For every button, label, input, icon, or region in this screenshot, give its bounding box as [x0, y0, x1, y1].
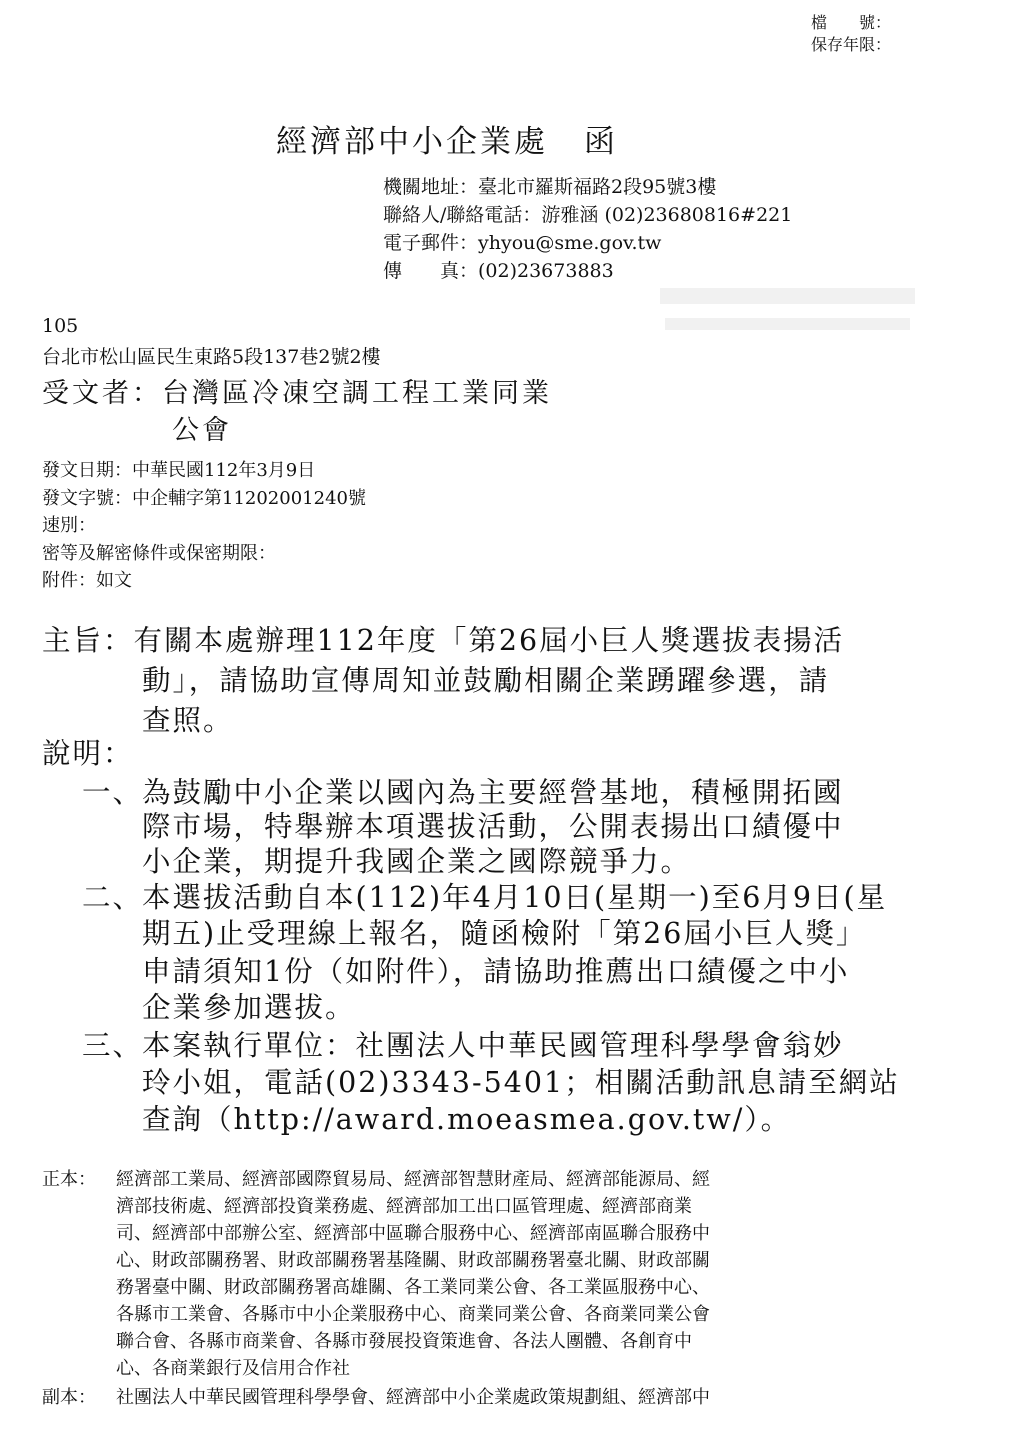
main-recipients-line: 聯合會、各縣市商業會、各縣市發展投資策進會、各法人團體、各創育中	[116, 1331, 692, 1352]
explanation-item-line: 玲小姐，電話(02)3343-5401；相關活動訊息請至網站	[142, 1066, 900, 1099]
main-recipients-line: 各縣市工業會、各縣市中小企業服務中心、商業同業公會、各商業同業公會	[116, 1304, 710, 1325]
explanation-item-line: 期五)止受理線上報名，隨函檢附「第26屆小巨人獎」	[142, 917, 867, 950]
explanation-item-number: 二、	[82, 881, 144, 914]
explanation-item-line: 本選拔活動自本(112)年4月10日(星期一)至6月9日(星	[142, 881, 888, 914]
explanation-item-line: 申請須知1份（如附件），請協助推薦出口績優之中小	[142, 955, 850, 988]
delivery-speed: 速別：	[42, 515, 96, 536]
subject-line: 主旨：有關本處辦理112年度「第26屆小巨人獎選拔表揚活	[42, 624, 845, 657]
main-recipients-line: 務署臺中關、財政部關務署高雄關、各工業同業公會、各工業區服務中心、	[116, 1277, 710, 1298]
main-recipients-line: 經濟部工業局、經濟部國際貿易局、經濟部智慧財產局、經濟部能源局、經	[116, 1169, 710, 1190]
explanation-item-line: 企業參加選拔。	[142, 991, 356, 1024]
copy-recipients-line: 社團法人中華民國管理科學學會、經濟部中小企業處政策規劃組、經濟部中	[116, 1387, 710, 1408]
document-meta	[42, 457, 366, 595]
document-number: 發文字號：中企輔字第11202001240號	[42, 487, 366, 509]
document-title	[276, 116, 618, 161]
explanation-item-number: 三、	[82, 1029, 144, 1062]
copy-recipients-label: 副本：	[42, 1387, 96, 1408]
recipient-address: 台北市松山區民生東路5段137巷2號2樓	[42, 346, 381, 368]
agency-address: 機關地址：臺北市羅斯福路2段95號3樓	[383, 176, 717, 198]
recipient-zip: 105	[42, 315, 79, 337]
document-type: 函	[584, 124, 618, 160]
subject-line: 查照。	[142, 704, 234, 737]
main-recipients-line: 濟部技術處、經濟部投資業務處、經濟部加工出口區管理處、經濟部商業	[116, 1196, 692, 1217]
explanation-item-number: 一、	[82, 776, 144, 809]
attachment-info: 附件：如文	[42, 570, 132, 591]
security-level: 密等及解密條件或保密期限：	[42, 542, 276, 564]
explanation-label: 說明：	[42, 737, 134, 770]
retention-period-label: 保存年限：	[810, 35, 891, 54]
explanation-item-line: 查詢（http://award.moeasmea.gov.tw/）。	[142, 1103, 792, 1136]
main-recipients-label: 正本：	[42, 1169, 96, 1190]
issuing-organization: 經濟部中小企業處	[276, 124, 548, 160]
recipient-name-line2: 公會	[172, 415, 232, 446]
explanation-item-line: 小企業，期提升我國企業之國際競爭力。	[142, 845, 692, 878]
main-recipients-line: 心、財政部關務署、財政部關務署基隆關、財政部關務署臺北關、財政部關	[116, 1250, 710, 1271]
file-number-block	[811, 12, 891, 56]
contact-info	[383, 173, 792, 285]
explanation-item-line: 為鼓勵中小企業以國內為主要經營基地，積極開拓國	[142, 776, 844, 809]
subject-line: 動」，請協助宣傳周知並鼓勵相關企業踴躍參選，請	[142, 664, 830, 697]
main-recipients-line: 心、各商業銀行及信用合作社	[116, 1358, 350, 1379]
scan-artifact	[660, 288, 915, 304]
scan-artifact	[665, 318, 910, 330]
explanation-item-line: 際市場，特舉辦本項選拔活動，公開表揚出口績優中	[142, 810, 844, 843]
explanation-item-line: 本案執行單位：社團法人中華民國管理科學學會翁妙	[142, 1029, 844, 1062]
main-recipients-line: 司、經濟部中部辦公室、經濟部中區聯合服務中心、經濟部南區聯合服務中	[116, 1223, 710, 1244]
contact-person-phone: 聯絡人/聯絡電話：游雅涵 (02)23680816#221	[383, 204, 793, 226]
contact-fax: 傳 真：(02)23673883	[383, 260, 614, 282]
issue-date: 發文日期：中華民國112年3月9日	[42, 460, 316, 481]
recipient-name-line1: 受文者：台灣區冷凍空調工程工業同業	[42, 378, 552, 409]
contact-email: 電子郵件：yhyou@sme.gov.tw	[383, 232, 662, 254]
file-number-label: 檔 號：	[810, 13, 891, 32]
